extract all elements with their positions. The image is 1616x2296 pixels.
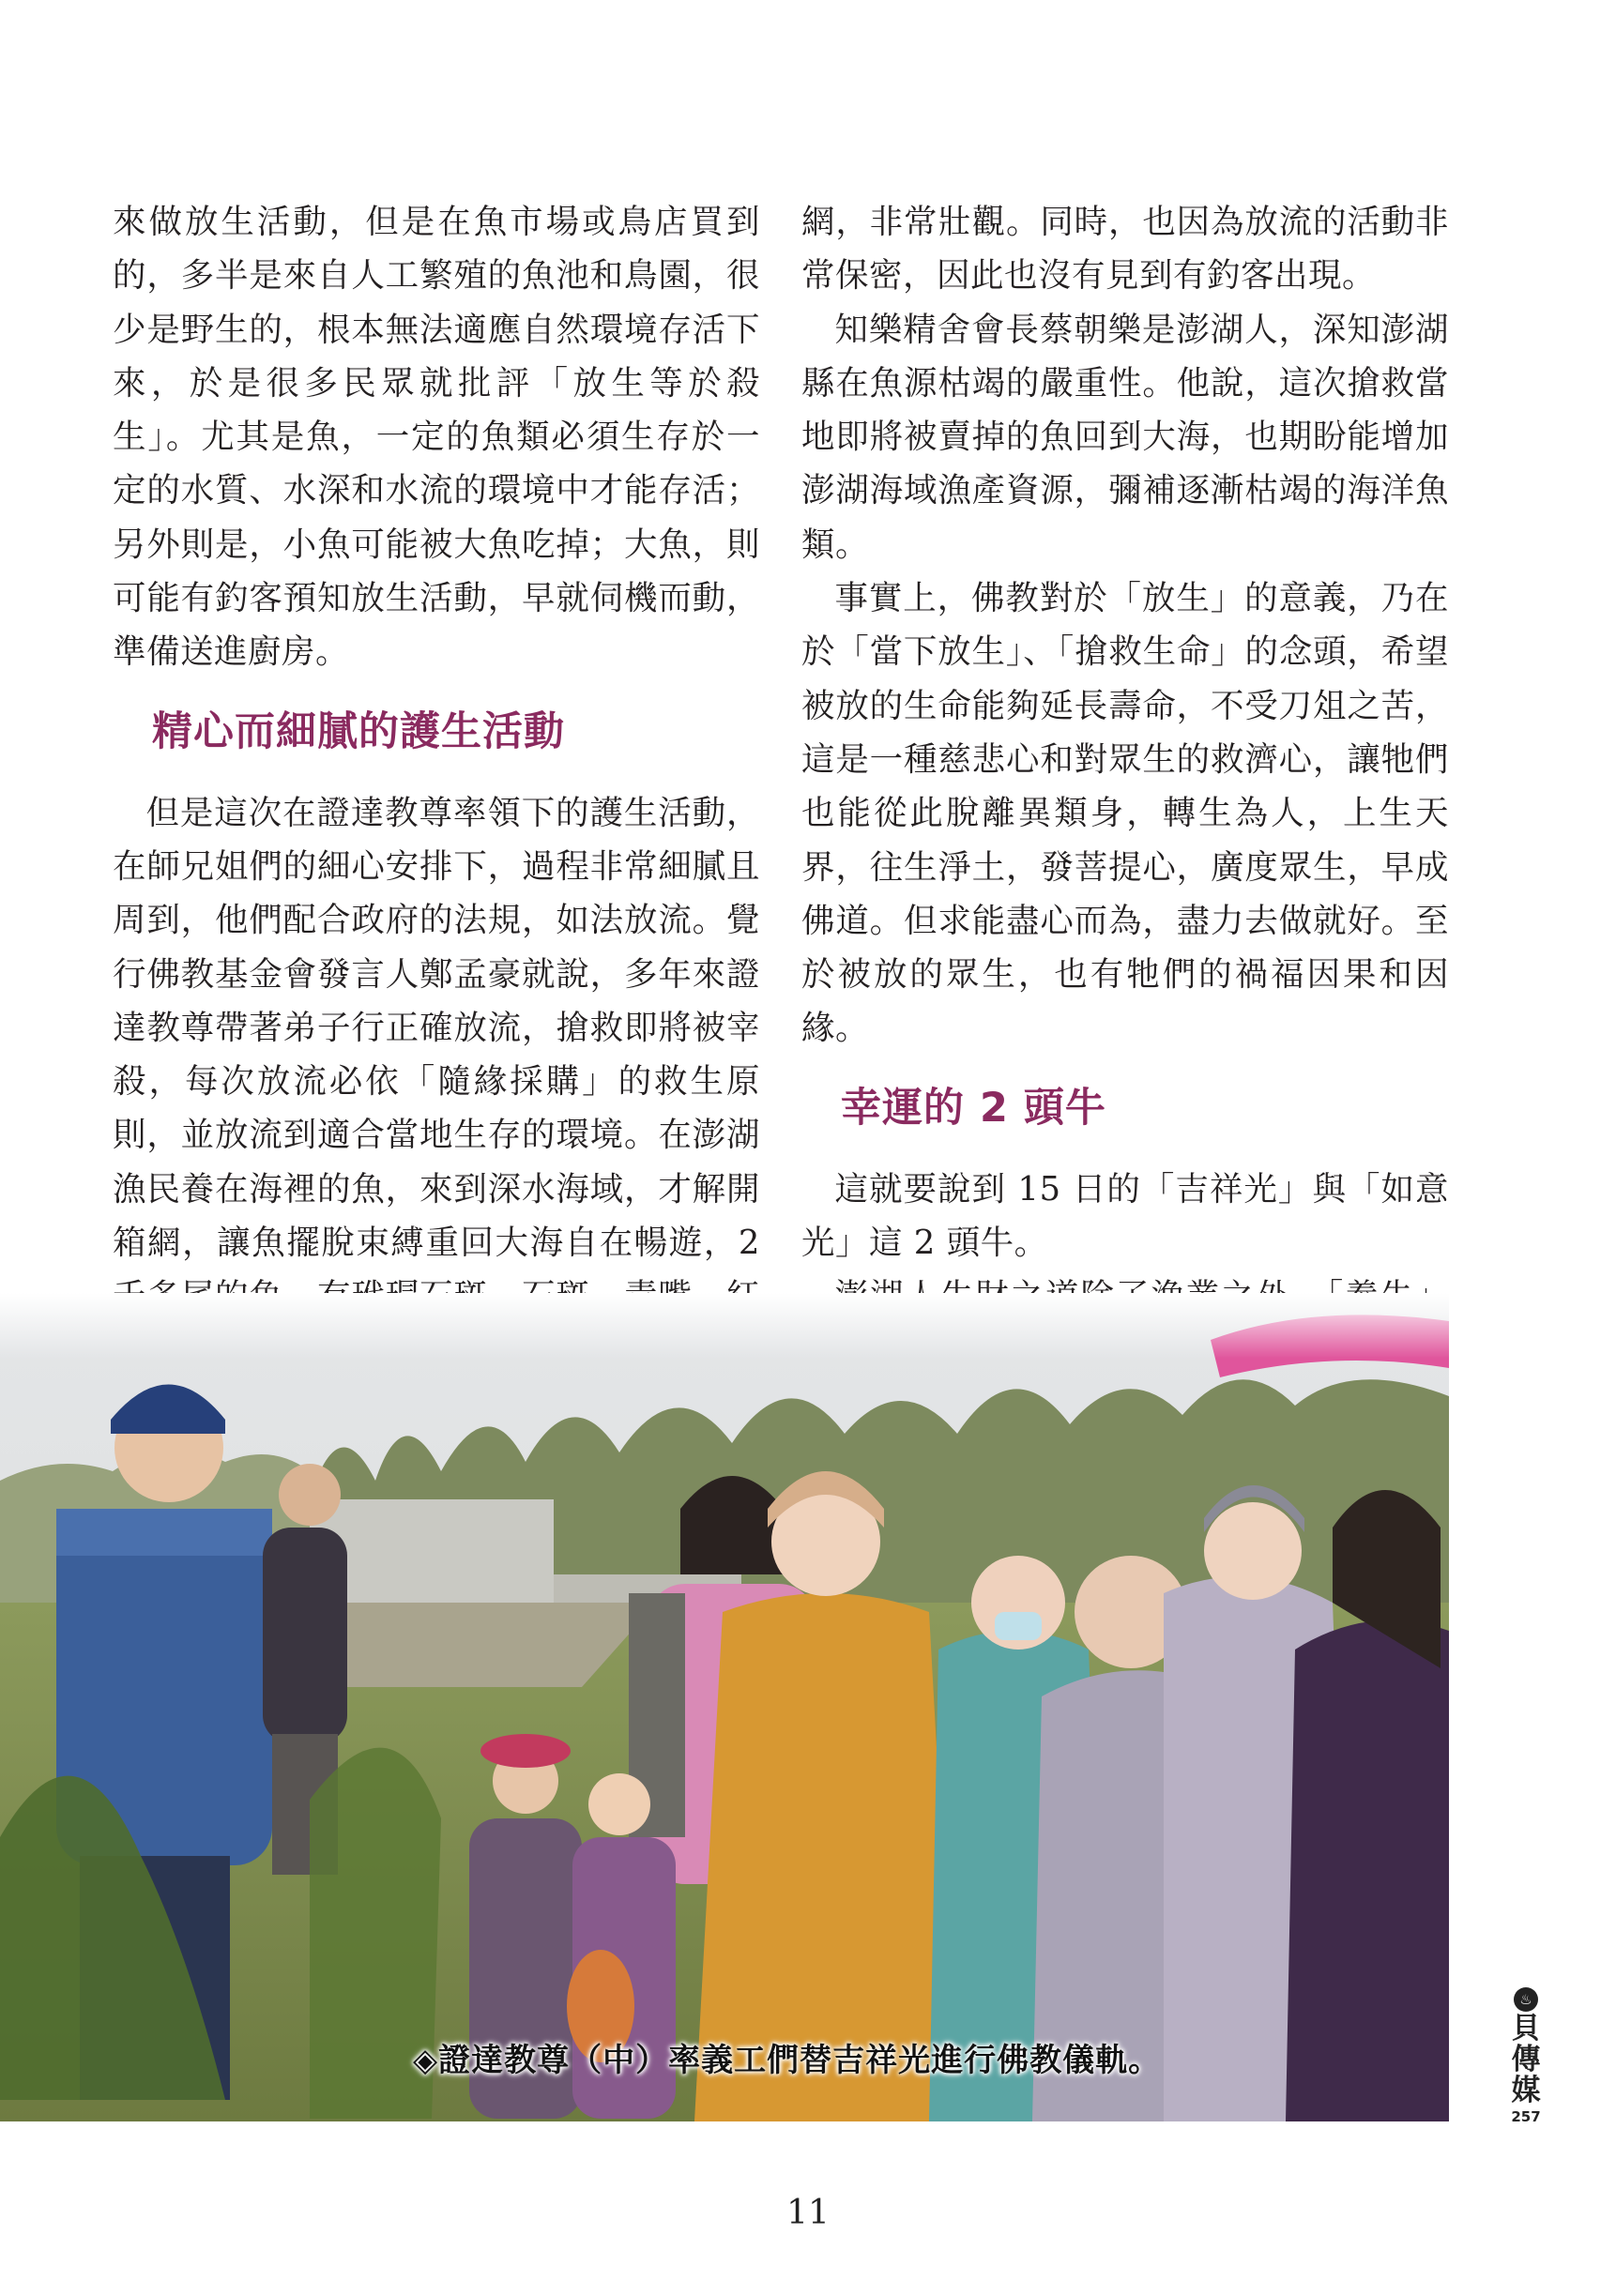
logo-mark-icon: ♨ bbox=[1514, 1987, 1538, 2012]
body-paragraph: 來做放生活動，但是在魚市場或鳥店買到的，多半是來自人工繁殖的魚池和鳥園，很少是野生的，根本無法適應自然環境存活下來，於是很多民眾就批評「放生等於殺生」。尤其是魚，一定的魚類必須生存於一定的水質、水深和水流的環境中才能存活；另外則是，小魚可能被大魚吃掉；大魚，則可能有釣客預知放生活動，早就伺機而動，準備送進廚房。 bbox=[113, 203, 760, 672]
photo-illustration bbox=[0, 1293, 1449, 2121]
logo-char: 貝 bbox=[1511, 2012, 1541, 2045]
article-photo bbox=[0, 1293, 1449, 2121]
body-paragraph: 事實上，佛教對於「放生」的意義，乃在於「當下放生」、「搶救生命」的念頭，希望被放的生命能夠延長壽命，不受刀俎之苦，這是一種慈悲心和對眾生的救濟心，讓牠們也能從此脫離異類身，轉生為人，上生天界，往生淨土，發菩提心，廣度眾生，早成佛道。但求能盡心而為，盡力去做就好。至於被放的眾生，也有牠們的禍福因果和因緣。 bbox=[801, 579, 1449, 1048]
logo-char: 媒 bbox=[1511, 2074, 1541, 2107]
body-paragraph: 這就要說到 15 日的「吉祥光」與「如意光」這 2 頭牛。 bbox=[801, 1169, 1449, 1263]
body-paragraph: 但是這次在證達教尊率領下的護生活動，在師兄姐們的細心安排下，過程非常細膩且周到，他們配合政府的法規，如法放流。覺行佛教基金會發言人鄭孟豪就說，多年來證達教尊帶著弟子行正確放流，搶救即將被宰殺，每次放流必依「隨緣採購」的救生原則，並放流到適合當地生存的環境。在澎湖漁民養在海裡的魚，來到深水海域，才解開箱網，讓魚擺脫束縛重回大海自在暢遊，2 bbox=[113, 793, 760, 1263]
body-paragraph: 知樂精舍會長蔡朝樂是澎湖人，深知澎湖縣在魚源枯竭的嚴重性。他說，這次搶救當地即將被賣掉的魚回到大海，也期盼能增加澎湖海域漁產資源，彌補逐漸枯竭的海洋魚類。 bbox=[801, 310, 1449, 564]
section-heading: 精心而細膩的護生活動 bbox=[152, 707, 565, 755]
section-heading: 幸運的 2 頭牛 bbox=[841, 1084, 1106, 1132]
left-column bbox=[113, 195, 760, 1377]
body-paragraph: 網，非常壯觀。同時，也因為放流的活動非常保密，因此也沒有見到有釣客出現。 bbox=[801, 203, 1449, 296]
page-number: 11 bbox=[786, 2194, 830, 2232]
right-column bbox=[801, 195, 1449, 1431]
logo-char: 傳 bbox=[1511, 2043, 1541, 2076]
magazine-logo bbox=[1505, 1987, 1547, 2125]
photo-caption: ◈證達教尊（中）率義工們替吉祥光進行佛教儀軌。 bbox=[413, 2042, 1162, 2079]
issue-number: 257 bbox=[1511, 2108, 1541, 2125]
